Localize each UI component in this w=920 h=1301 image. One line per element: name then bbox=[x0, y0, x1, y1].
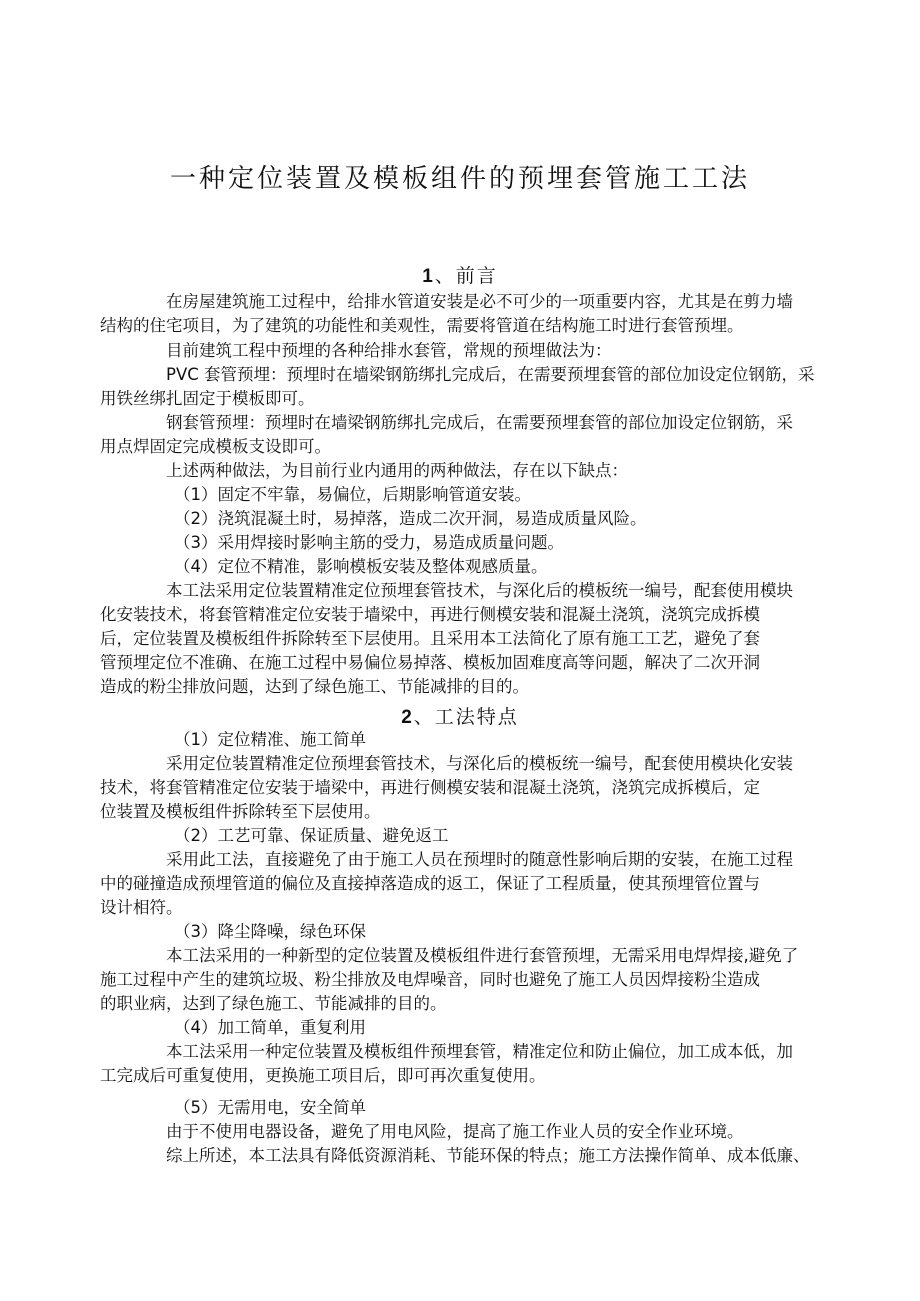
section-number: 2 bbox=[401, 707, 414, 728]
paragraph-line: 中的碰撞造成预埋管道的偏位及直接掉落造成的返工，保证了工程质量，使其预埋管位置与 bbox=[100, 874, 760, 893]
subheading: （4）加工简单，重复利用 bbox=[174, 1018, 366, 1037]
subheading: （5）无需用电，安全简单 bbox=[174, 1098, 366, 1117]
section-number: 1 bbox=[422, 266, 435, 287]
section-heading-2 bbox=[0, 702, 920, 729]
paragraph-line: 施工过程中产生的建筑垃圾、粉尘排放及电焊噪音，同时也避免了施工人员因焊接粉尘造成 bbox=[100, 970, 760, 989]
paragraph-line: 后，定位装置及模板组件拆除转至下层使用。且采用本工法简化了原有施工工艺，避免了套 bbox=[100, 629, 760, 648]
paragraph-line: 结构的住宅项目，为了建筑的功能性和美观性，需要将管道在结构施工时进行套管预埋。 bbox=[100, 316, 744, 335]
section-heading-1 bbox=[0, 261, 920, 288]
paragraph-line: 造成的粉尘排放问题，达到了绿色施工、节能减排的目的。 bbox=[100, 677, 529, 696]
paragraph-line: 用点焊固定完成模板支设即可。 bbox=[100, 437, 331, 456]
paragraph-line: 本工法采用一种定位装置及模板组件预埋套管，精准定位和防止偏位，加工成本低，加 bbox=[166, 1042, 793, 1061]
paragraph-line: 位装置及模板组件拆除转至下层使用。 bbox=[100, 802, 381, 821]
document-title: 一种定位装置及模板组件的预埋套管施工工法 bbox=[169, 164, 750, 194]
paragraph-line: 本工法采用定位装置精准定位预埋套管技术，与深化后的模板统一编号，配套使用模块 bbox=[166, 581, 793, 600]
paragraph-line: 目前建筑工程中预埋的各种给排水套管，常规的预埋做法为： bbox=[166, 341, 612, 360]
paragraph-line: 用铁丝绑扎固定于模板即可。 bbox=[100, 389, 315, 408]
paragraph-line: PVC 套管预埋：预埋时在墙梁钢筋绑扎完成后，在需要预埋套管的部位加设定位钢筋，采 bbox=[166, 365, 815, 384]
paragraph-line: 由于不使用电器设备，避免了用电风险，提高了施工作业人员的安全作业环境。 bbox=[166, 1122, 744, 1141]
paragraph-line: 综上所述，本工法具有降低资源消耗、节能环保的特点；施工方法操作简单、成本低廉、 bbox=[166, 1146, 810, 1165]
list-item: （1）固定不牢靠，易偏位，后期影响管道安装。 bbox=[174, 485, 531, 504]
list-item: （2）浇筑混凝土时，易掉落，造成二次开洞，易造成质量风险。 bbox=[174, 509, 647, 528]
paragraph-line: 采用定位装置精准定位预埋套管技术，与深化后的模板统一编号，配套使用模块化安装 bbox=[166, 754, 793, 773]
paragraph-line: 工完成后可重复使用，更换施工项目后，即可再次重复使用。 bbox=[100, 1066, 546, 1085]
section-title: 、前言 bbox=[434, 265, 498, 287]
paragraph-line: 采用此工法，直接避免了由于施工人员在预埋时的随意性影响后期的安装，在施工过程 bbox=[166, 850, 793, 869]
section-title: 、工法特点 bbox=[413, 706, 519, 728]
paragraph-line: 设计相符。 bbox=[100, 898, 183, 917]
paragraph-line: 管预埋定位不准确、在施工过程中易偏位易掉落、模板加固难度高等问题，解决了二次开洞 bbox=[100, 653, 760, 672]
paragraph-line: 上述两种做法，为目前行业内通用的两种做法，存在以下缺点： bbox=[166, 461, 628, 480]
paragraph-line: 钢套管预埋：预埋时在墙梁钢筋绑扎完成后，在需要预埋套管的部位加设定位钢筋，采 bbox=[166, 413, 793, 432]
subheading: （2）工艺可靠、保证质量、避免返工 bbox=[174, 826, 449, 845]
subheading: （3）降尘降噪，绿色环保 bbox=[174, 922, 366, 941]
list-item: （3）采用焊接时影响主筋的受力，易造成质量问题。 bbox=[174, 533, 564, 552]
subheading: （1）定位精准、施工简单 bbox=[174, 730, 366, 749]
paragraph-line: 化安装技术，将套管精准定位安装于墙梁中，再进行侧模安装和混凝土浇筑，浇筑完成拆模 bbox=[100, 605, 760, 624]
paragraph-line: 技术，将套管精准定位安装于墙梁中，再进行侧模安装和混凝土浇筑，浇筑完成拆模后，定 bbox=[100, 778, 760, 797]
list-item: （4）定位不精准，影响模板安装及整体观感质量。 bbox=[174, 557, 548, 576]
paragraph-line: 在房屋建筑施工过程中，给排水管道安装是必不可少的一项重要内容，尤其是在剪力墙 bbox=[166, 292, 793, 311]
paragraph-line: 本工法采用的一种新型的定位装置及模板组件进行套管预埋，无需采用电焊焊接,避免了 bbox=[166, 946, 799, 965]
paragraph-line: 的职业病，达到了绿色施工、节能减排的目的。 bbox=[100, 994, 447, 1013]
